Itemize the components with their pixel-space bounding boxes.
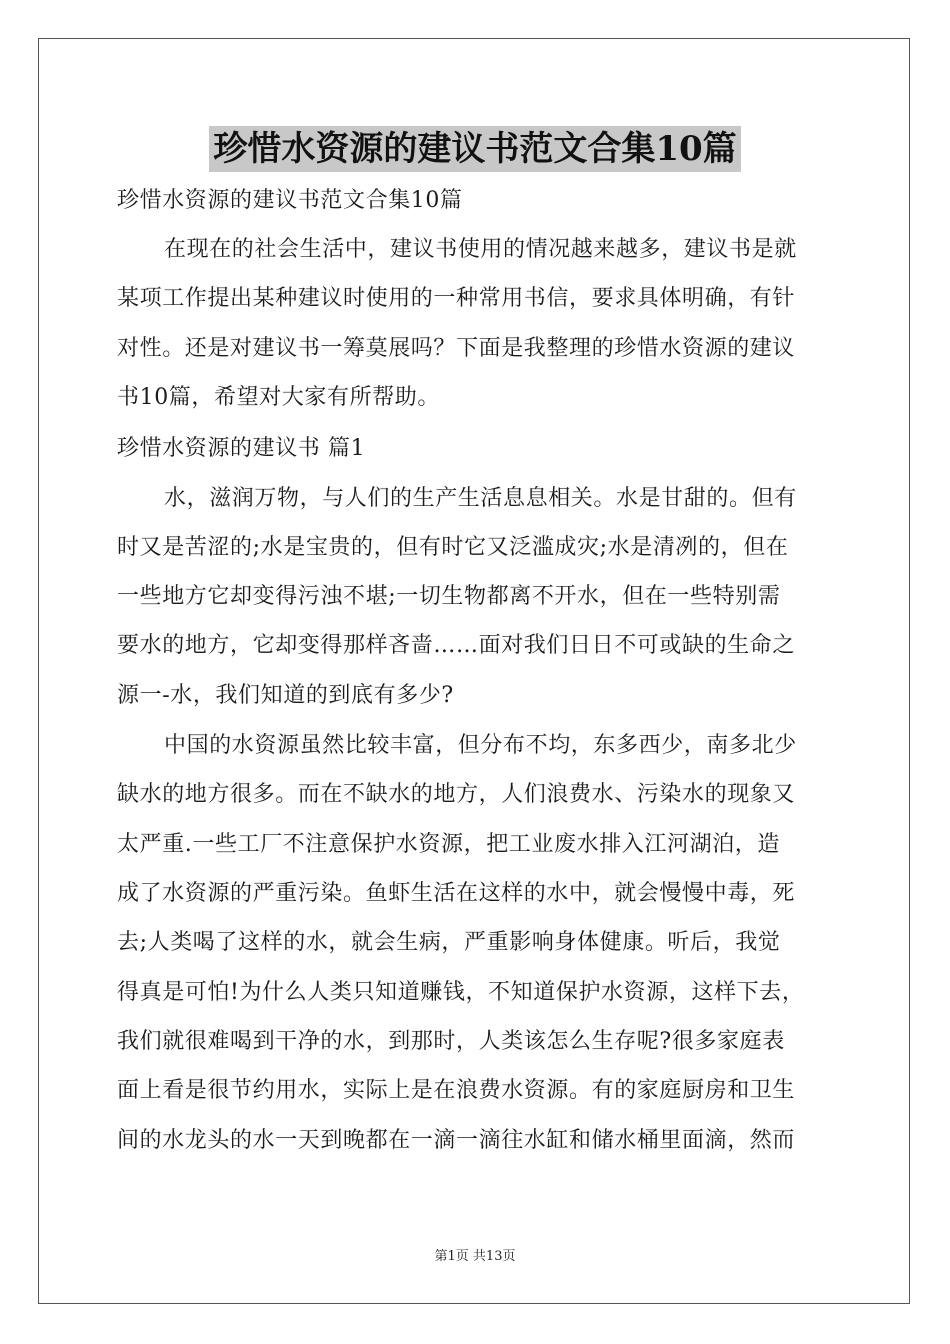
paragraph-line: 中国的水资源虽然比较丰富，但分布不均，东多西少，南多北少 bbox=[164, 733, 797, 758]
section-heading: 珍惜水资源的建议书 篇1 bbox=[117, 436, 366, 461]
paragraph-line: 间的水龙头的水一天到晚都在一滴一滴往水缸和储水桶里面滴，然而 bbox=[117, 1128, 796, 1153]
paragraph-line: 对性。还是对建议书一筹莫展吗？下面是我整理的珍惜水资源的建议 bbox=[117, 336, 796, 361]
paragraph-line: 面上看是很节约用水，实际上是在浪费水资源。有的家庭厨房和卫生 bbox=[117, 1078, 796, 1103]
paragraph-line: 太严重.一些工厂不注意保护水资源，把工业废水排入江河湖泊，造 bbox=[117, 832, 780, 857]
paragraph-line: 某项工作提出某种建议时使用的一种常用书信，要求具体明确，有针 bbox=[117, 286, 796, 311]
paragraph-line: 我们就很难喝到干净的水，到那时，人类该怎么生存呢?很多家庭表 bbox=[117, 1029, 785, 1054]
paragraph-line: 缺水的地方很多。而在不缺水的地方，人们浪费水、污染水的现象又 bbox=[117, 782, 796, 807]
document-title: 珍惜水资源的建议书范文合集10篇 bbox=[209, 126, 740, 172]
title-wrap bbox=[0, 126, 950, 172]
paragraph-line: 要水的地方，它却变得那样吝啬……面对我们日日不可或缺的生命之 bbox=[117, 633, 796, 658]
page-number-footer: 第1页 共13页 bbox=[434, 1249, 516, 1264]
subtitle-line: 珍惜水资源的建议书范文合集10篇 bbox=[117, 188, 463, 213]
paragraph-line: 源一-水，我们知道的到底有多少? bbox=[117, 683, 454, 708]
paragraph-line: 书10篇，希望对大家有所帮助。 bbox=[117, 385, 440, 410]
paragraph-line: 得真是可怕!为什么人类只知道赚钱，不知道保护水资源，这样下去， bbox=[117, 980, 805, 1005]
page-border bbox=[38, 38, 910, 1304]
paragraph-line: 成了水资源的严重污染。鱼虾生活在这样的水中，就会慢慢中毒，死 bbox=[117, 881, 796, 906]
paragraph-line: 水，滋润万物，与人们的生产生活息息相关。水是甘甜的。但有 bbox=[164, 486, 797, 511]
paragraph-line: 一些地方它却变得污浊不堪;一切生物都离不开水，但在一些特别需 bbox=[117, 584, 781, 609]
paragraph-line: 时又是苦涩的;水是宝贵的，但有时它又泛滥成灾;水是清冽的，但在 bbox=[117, 535, 789, 560]
paragraph-line: 在现在的社会生活中，建议书使用的情况越来越多，建议书是就 bbox=[164, 237, 797, 262]
paragraph-line: 去;人类喝了这样的水，就会生病，严重影响身体健康。听后，我觉 bbox=[117, 930, 781, 955]
